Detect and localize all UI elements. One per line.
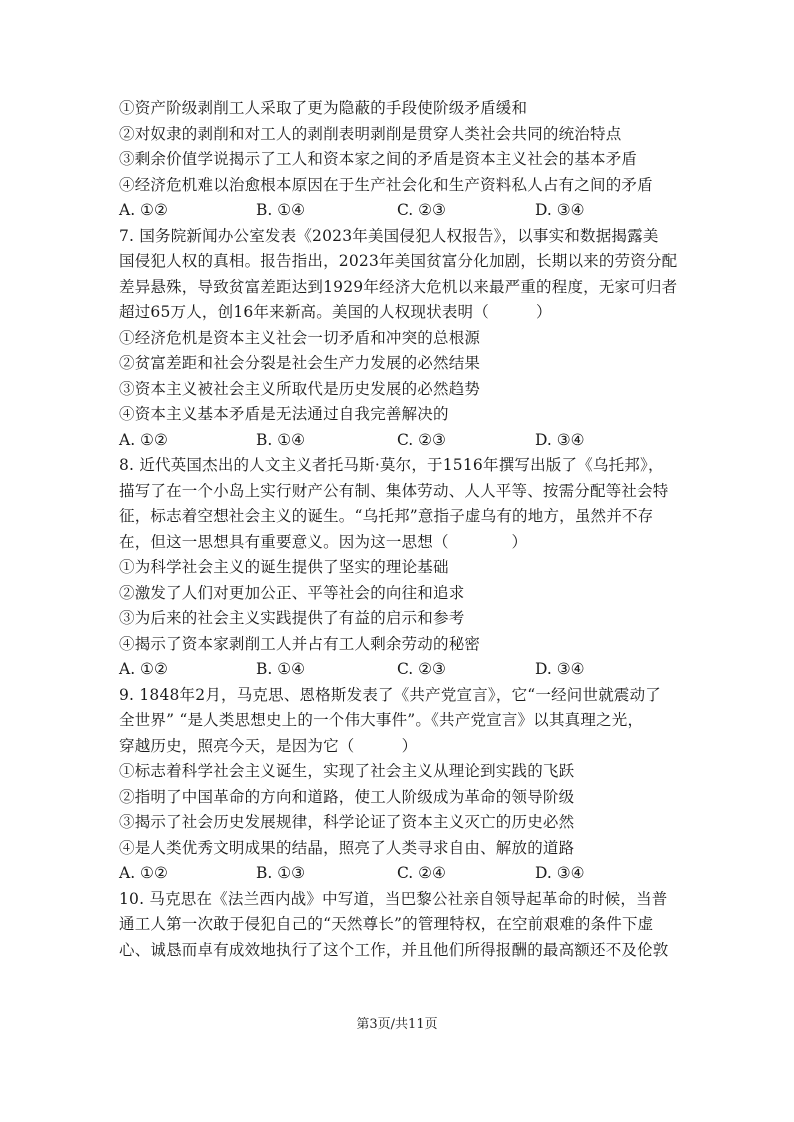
- q9-choices: [119, 861, 679, 887]
- q7-choice-b: B. ①④: [256, 430, 306, 449]
- q7-option-3: ③资本主义被社会主义所取代是历史发展的必然趋势: [119, 379, 481, 398]
- q9-stem-line: 穿越历史，照亮今天，是因为它（ ）: [119, 736, 418, 755]
- q9-stem-line: 全世界” “是人类思想史上的一个伟大事件”。《共产党宣言》以其真理之光，: [119, 711, 644, 729]
- q6-choice-b: B. ①④: [256, 201, 306, 219]
- q6-option-1: ①资产阶级剥削工人采取了更为隐蔽的手段使阶级矛盾缓和: [119, 99, 528, 117]
- q7-option-2: ②贫富差距和社会分裂是社会生产力发展的必然结果: [119, 354, 481, 372]
- q9-choice-a: A. ①②: [119, 864, 168, 882]
- q7-stem-line: 超过65万人，创16年来新高。美国的人权现状表明（ ）: [119, 303, 552, 321]
- q6-choice-a: A. ①②: [119, 201, 168, 219]
- q8-stem-line: 8. 近代英国杰出的人文主义者托马斯·莫尔，于1516年撰写出版了《乌托邦》，: [119, 456, 664, 474]
- exam-page-content: [119, 96, 679, 963]
- q8-stem-line: 征，标志着空想社会主义的诞生。“乌托邦”意指子虚乌有的地方，虽然并不存: [119, 507, 654, 525]
- q7-choice-d: D. ③④: [535, 430, 585, 449]
- q7-stem-line: 差异悬殊，导致贫富差距达到1929年经济大危机以来最严重的程度，无家可归者: [119, 277, 678, 296]
- q9-choice-d: D. ③④: [535, 864, 585, 882]
- q7-choice-a: A. ①②: [119, 430, 168, 449]
- q8-option-2: ②激发了人们对更加公正、平等社会的向往和追求: [119, 583, 465, 602]
- q9-stem-line: 9. 1848年2月，马克思、恩格斯发表了《共产党宣言》，它“一经问世就震动了: [119, 685, 661, 704]
- q10-stem-line: 通工人第一次敢于侵犯自己的“天然尊长”的管理特权，在空前艰难的条件下虚: [119, 915, 654, 933]
- q9-option-3: ③揭示了社会历史发展规律，科学论证了资本主义灭亡的历史必然: [119, 813, 575, 831]
- q10-stem-line: 心、诚恳而卓有成效地执行了这个工作，并且他们所得报酬的最高额还不及伦敦: [119, 940, 669, 959]
- q7-choice-c: C. ②③: [397, 430, 446, 449]
- q6-option-3: ③剩余价值学说揭示了工人和资本家之间的矛盾是资本主义社会的基本矛盾: [119, 150, 638, 168]
- q8-choice-a: A. ①②: [119, 660, 168, 678]
- page-footer: 第3页/共11页: [356, 1017, 438, 1032]
- q9-choice-c: C. ②④: [397, 864, 446, 882]
- q8-stem-line: 在，但这一思想具有重要意义。因为这一思想（ ）: [119, 532, 528, 551]
- q9-option-2: ②指明了中国革命的方向和道路，使工人阶级成为革命的领导阶级: [119, 787, 575, 806]
- q9-option-4: ④是人类优秀文明成果的结晶，照亮了人类寻求自由、解放的道路: [119, 838, 575, 857]
- q6-choice-c: C. ②③: [397, 201, 446, 219]
- q8-choices: [119, 657, 679, 683]
- q7-choices: [119, 428, 679, 454]
- q8-option-1: ①为科学社会主义的诞生提供了坚实的理论基础: [119, 558, 449, 576]
- q9-option-1: ①标志着科学社会主义诞生，实现了社会主义从理论到实践的飞跃: [119, 762, 575, 780]
- q8-choice-b: B. ①④: [256, 660, 306, 678]
- q8-choice-d: D. ③④: [535, 660, 585, 678]
- q8-stem-line: 描写了在一个小岛上实行财产公有制、集体劳动、人人平等、按需分配等社会特: [119, 481, 669, 500]
- q7-option-4: ④资本主义基本矛盾是无法通过自我完善解决的: [119, 405, 449, 423]
- q8-option-4: ④揭示了资本家剥削工人并占有工人剩余劳动的秘密: [119, 634, 481, 653]
- q10-stem-line: 10. 马克思在《法兰西内战》中写道，当巴黎公社亲自领导起革命的时候，当普: [119, 889, 668, 908]
- q6-option-2: ②对奴隶的剥削和对工人的剥削表明剥削是贯穿人类社会共同的统治特点: [119, 124, 622, 143]
- q6-option-4: ④经济危机难以治愈根本原因在于生产社会化和生产资料私人占有之间的矛盾: [119, 175, 653, 194]
- q8-option-3: ③为后来的社会主义实践提供了有益的启示和参考: [119, 609, 465, 627]
- q7-stem-line: 7. 国务院新闻办公室发表《2023年美国侵犯人权报告》，以事实和数据揭露美: [119, 226, 659, 245]
- q7-option-1: ①经济危机是资本主义社会一切矛盾和冲突的总根源: [119, 328, 481, 347]
- q6-choices: [119, 198, 679, 224]
- q9-choice-b: B. ①③: [256, 864, 306, 882]
- q7-stem-line: 国侵犯人权的真相。报告指出，2023年美国贫富分化加剧，长期以来的劳资分配: [119, 252, 678, 270]
- q6-choice-d: D. ③④: [535, 201, 585, 219]
- q8-choice-c: C. ②③: [397, 660, 446, 678]
